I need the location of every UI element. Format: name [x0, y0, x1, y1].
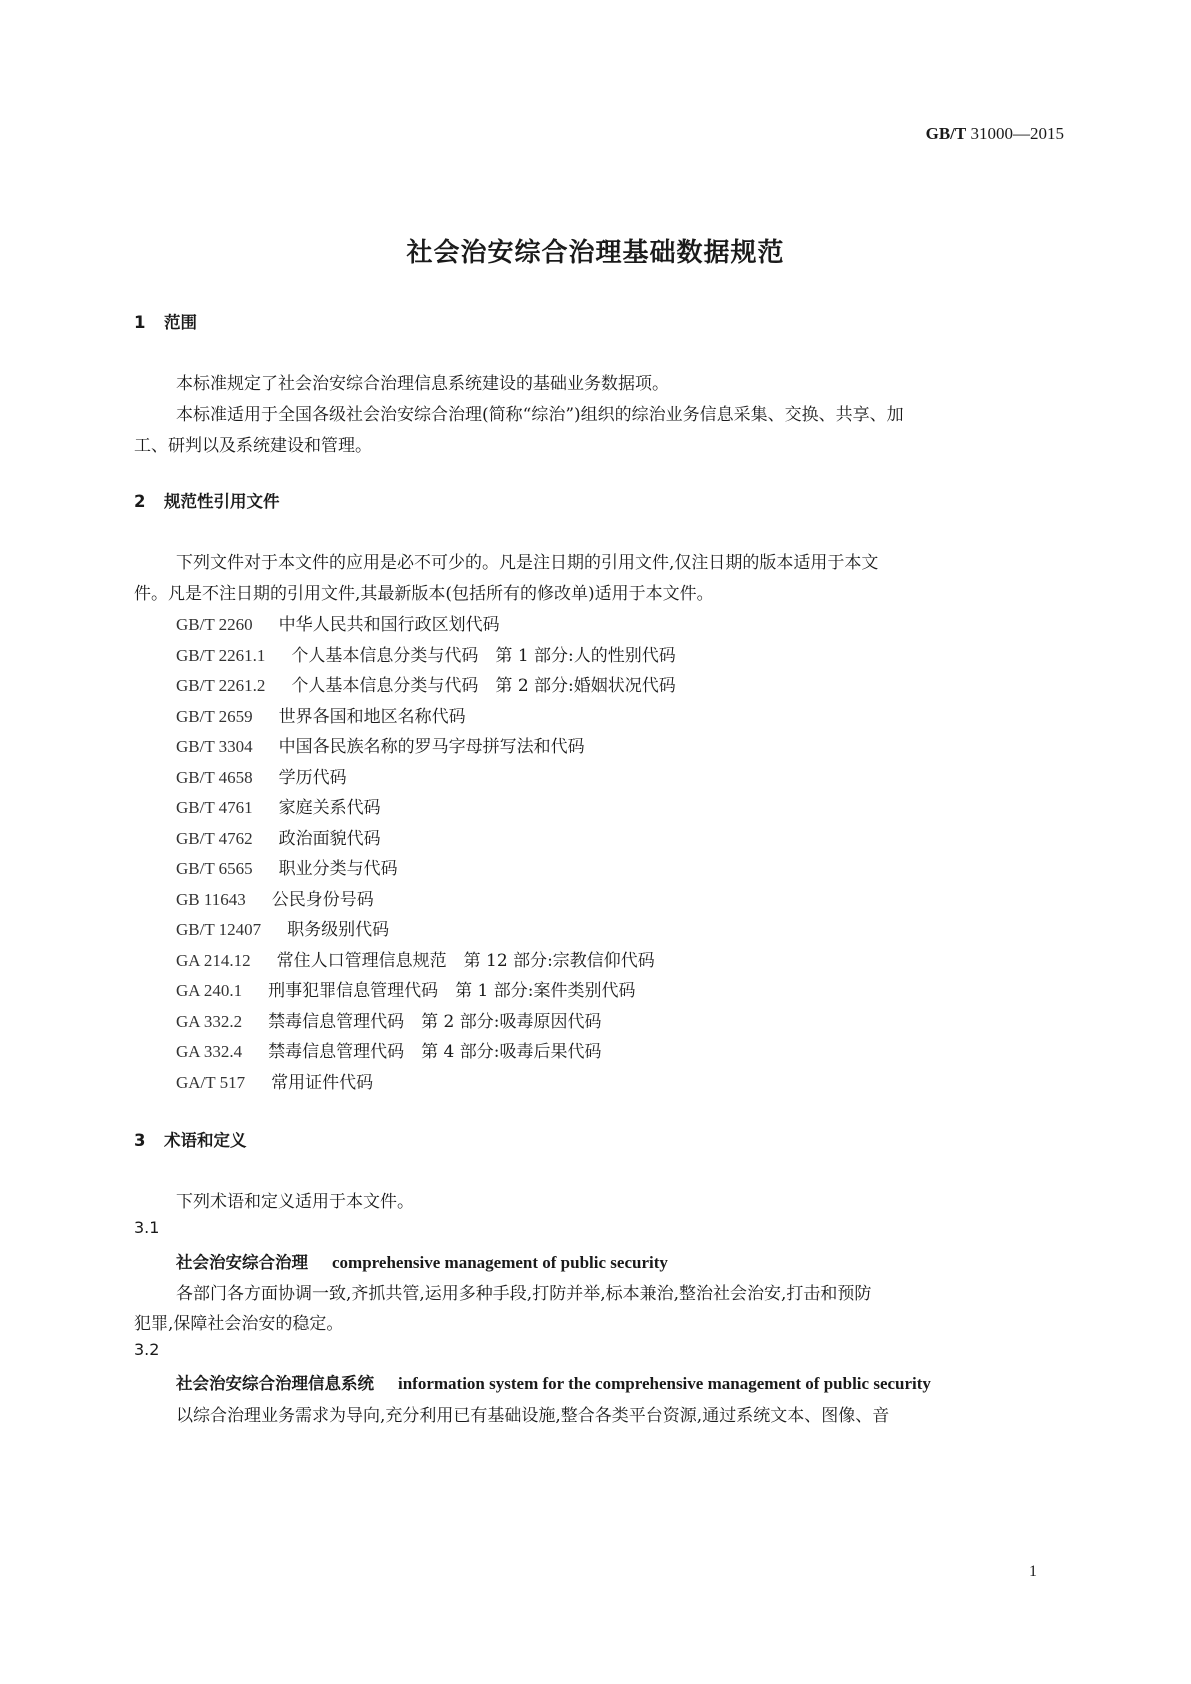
reference-code: GB/T 2260 — [176, 615, 253, 634]
reference-title: 家庭关系代码 — [278, 798, 381, 818]
reference-title: 中国各民族名称的罗马字母拼写法和代码 — [278, 737, 585, 757]
reference-item — [176, 610, 500, 635]
standard-number — [926, 124, 1064, 144]
reference-item — [176, 1007, 601, 1032]
reference-item — [176, 702, 466, 727]
paragraph: 下列文件对于本文件的应用是必不可少的。凡是注日期的引用文件,仅注日期的版本适用于本文 — [176, 553, 879, 573]
term-chinese: 社会治安综合治理 — [176, 1253, 308, 1272]
page-number: 1 — [1029, 1563, 1037, 1580]
paragraph-continuation: 工、研判以及系统建设和管理。 — [134, 436, 372, 456]
reference-item — [176, 854, 398, 879]
reference-code: GA 332.2 — [176, 1011, 243, 1031]
reference-code: GA 240.1 — [176, 981, 243, 1000]
section-number: 1 — [134, 313, 146, 332]
section-title: 术语和定义 — [164, 1131, 247, 1150]
reference-code: GA 332.4 — [176, 1042, 243, 1061]
reference-item — [176, 946, 655, 971]
reference-item — [176, 976, 635, 1001]
reference-title: 刑事犯罪信息管理代码 第 1 部分:案件类别代码 — [268, 981, 636, 1001]
reference-title: 禁毒信息管理代码 第 2 部分:吸毒原因代码 — [268, 1011, 602, 1032]
reference-item — [176, 732, 585, 757]
document-title: 社会治安综合治理基础数据规范 — [406, 238, 785, 268]
reference-title: 世界各国和地区名称代码 — [278, 706, 466, 727]
reference-title: 常用证件代码 — [271, 1072, 374, 1093]
term-number: 3.1 — [134, 1218, 160, 1237]
reference-item — [176, 793, 381, 818]
reference-code: GB/T 3304 — [176, 737, 253, 756]
term-definition: 各部门各方面协调一致,齐抓共管,运用多种手段,打防并举,标本兼治,整治社会治安,打击和预防 — [176, 1284, 872, 1304]
reference-title: 职业分类与代码 — [278, 859, 398, 879]
section-1-heading — [134, 309, 197, 333]
term-entry — [176, 1370, 931, 1394]
reference-item — [176, 915, 389, 940]
reference-code: GB/T 4658 — [176, 767, 253, 787]
reference-item — [176, 763, 347, 788]
term-entry — [176, 1249, 668, 1273]
paragraph: 本标准适用于全国各级社会治安综合治理(简称“综治”)组织的综治业务信息采集、交换、共享、加 — [176, 405, 904, 425]
reference-title: 中华人民共和国行政区划代码 — [278, 615, 500, 635]
paragraph-continuation: 件。凡是不注日期的引用文件,其最新版本(包括所有的修改单)适用于本文件。 — [134, 584, 714, 604]
reference-item — [176, 885, 374, 910]
reference-item — [176, 671, 676, 696]
reference-code: GB 11643 — [176, 889, 246, 909]
reference-title: 常住人口管理信息规范 第 12 部分:宗教信仰代码 — [276, 950, 655, 971]
reference-code: GB/T 4762 — [176, 828, 253, 848]
term-english: comprehensive management of public security — [332, 1253, 668, 1272]
section-number: 3 — [134, 1131, 146, 1150]
reference-title: 禁毒信息管理代码 第 4 部分:吸毒后果代码 — [268, 1042, 602, 1062]
term-definition: 以综合治理业务需求为导向,充分利用已有基础设施,整合各类平台资源,通过系统文本、图像、音 — [176, 1406, 890, 1426]
standard-prefix: GB/T — [925, 124, 967, 143]
reference-title: 学历代码 — [278, 767, 347, 788]
paragraph: 下列术语和定义适用于本文件。 — [176, 1192, 414, 1212]
reference-item — [176, 1037, 601, 1062]
reference-title: 政治面貌代码 — [278, 828, 381, 849]
reference-code: GB/T 2659 — [176, 706, 253, 726]
reference-title: 公民身份号码 — [271, 889, 374, 910]
reference-title: 职务级别代码 — [287, 920, 390, 940]
term-chinese: 社会治安综合治理信息系统 — [176, 1374, 374, 1393]
term-definition-continuation: 犯罪,保障社会治安的稳定。 — [134, 1314, 344, 1334]
reference-code: GB/T 4761 — [176, 798, 253, 817]
section-3-heading — [134, 1127, 247, 1151]
section-2-heading — [134, 488, 280, 512]
reference-code: GA/T 517 — [176, 1072, 246, 1092]
reference-item — [176, 824, 381, 849]
term-number: 3.2 — [134, 1340, 160, 1359]
reference-code: GB/T 12407 — [176, 920, 262, 939]
reference-code: GB/T 6565 — [176, 859, 253, 878]
reference-code: GB/T 2261.1 — [176, 645, 266, 665]
reference-title: 个人基本信息分类与代码 第 2 部分:婚姻状况代码 — [291, 676, 676, 696]
reference-code: GA 214.12 — [176, 950, 251, 970]
section-title: 规范性引用文件 — [164, 492, 280, 511]
section-number: 2 — [134, 492, 146, 511]
reference-code: GB/T 2261.2 — [176, 676, 266, 695]
standard-code: 31000—2015 — [970, 124, 1064, 143]
reference-title: 个人基本信息分类与代码 第 1 部分:人的性别代码 — [291, 645, 676, 666]
term-english: information system for the comprehensive management of public security — [398, 1374, 931, 1393]
reference-item — [176, 641, 676, 666]
paragraph: 本标准规定了社会治安综合治理信息系统建设的基础业务数据项。 — [176, 374, 669, 394]
reference-item — [176, 1068, 373, 1093]
section-title: 范围 — [164, 313, 197, 332]
